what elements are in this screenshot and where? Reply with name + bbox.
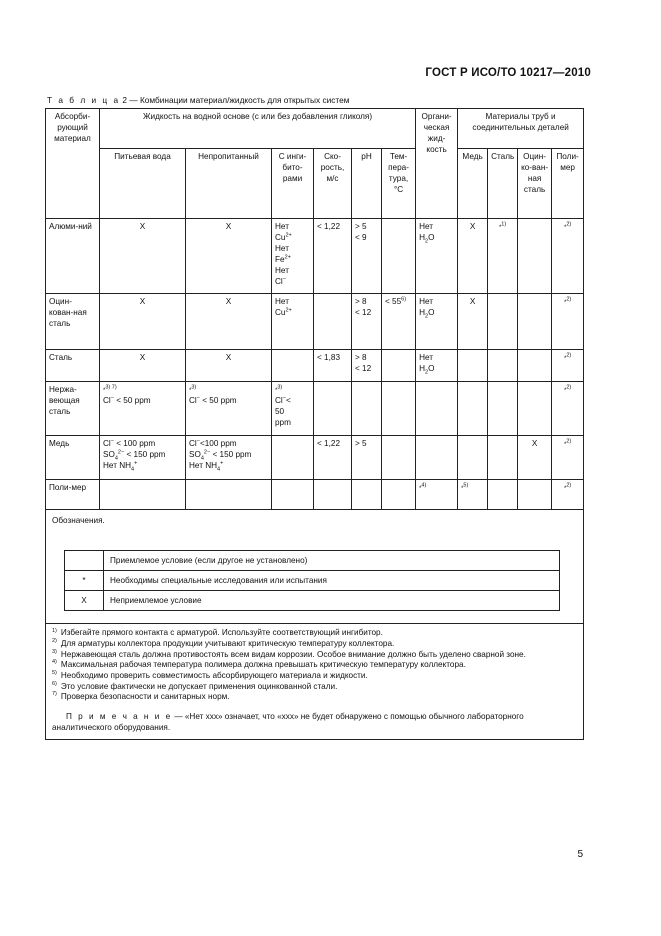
cell-copper (458, 436, 488, 480)
cell-inhibitors: *$^{3)}$ Cl−< 50 ppm (272, 382, 314, 436)
header-speed: Ско-рость, м/с (314, 149, 352, 219)
legend-text: Необходимы специальные исследования или испытания (104, 571, 560, 591)
cell-polymer: *$^{2)}$ (552, 382, 584, 436)
cell-ph: > 5 (352, 436, 382, 480)
header-water-group: Жидкость на водной основе (с или без добавления гликоля) (100, 109, 416, 149)
cell-polymer: *$^{2)}$ (552, 350, 584, 382)
cell-ph: > 8 < 12 (352, 350, 382, 382)
row-material: Оцин-кован-ная сталь (46, 294, 100, 350)
cell-steel (488, 436, 518, 480)
remark-label: П р и м е ч а н и е (66, 711, 173, 721)
cell-inhibitors: Нет $Cu^{2+}$ (272, 294, 314, 350)
cell-steel: *$^{1)}$ (488, 219, 518, 294)
cell-speed (314, 382, 352, 436)
cell-copper: X (458, 219, 488, 294)
table-row (46, 294, 584, 350)
table-row (46, 436, 584, 480)
legend-row (46, 510, 584, 624)
legend-table (64, 550, 560, 611)
row-material: Алюми-ний (46, 219, 100, 294)
table-row (46, 382, 584, 436)
cell-non-drinking: X (186, 219, 272, 294)
cell-ph: > 5 < 9 (352, 219, 382, 294)
cell-non-drinking: X (186, 350, 272, 382)
cell-organic (416, 382, 458, 436)
cell-organic: *$^{4)}$ (416, 480, 458, 510)
cell-galvanized (518, 480, 552, 510)
header-pipes-group: Материалы труб и соединительных деталей (458, 109, 584, 149)
cell-ph (352, 480, 382, 510)
row-material: Медь (46, 436, 100, 480)
footnote: $^{3)}$ Нержавеющая сталь должна противостоять всем видам коррозии. Особое внимание должно быть уделено сварной зоне. (52, 648, 526, 659)
legend-item (65, 551, 560, 571)
header-non-drinking: Непропитанный (186, 149, 272, 219)
legend-text: Приемлемое условие (если другое не установлено) (104, 551, 560, 571)
cell-temperature (382, 382, 416, 436)
remark-text: — «Нет xxx» означает, что «xxx» не будет обнаружено с помощью обычного лабораторного аналитического оборудования. (52, 711, 524, 732)
table-row (46, 219, 584, 294)
cell-galvanized (518, 350, 552, 382)
header-polymer: Поли-мер (552, 149, 584, 219)
footnotes-cell (46, 624, 584, 740)
cell-organic (416, 436, 458, 480)
cell-galvanized: X (518, 436, 552, 480)
legend-title: Обозначения. (52, 516, 105, 525)
cell-speed: < 1,83 (314, 350, 352, 382)
header-galvanized: Оцин-ко-ван-ная сталь (518, 149, 552, 219)
cell-non-drinking (186, 480, 272, 510)
cell-speed: < 1,22 (314, 436, 352, 480)
standard-designation: ГОСТ Р ИСО/ТО 10217—2010 (425, 67, 591, 79)
cell-organic: Нет $H_2O$ (416, 294, 458, 350)
cell-drinking: Cl− < 100 ppm $SO_4^{2-} < 150$ ppm Нет $NH_4^+$ (100, 436, 186, 480)
cell-drinking: *$^{3) 7)}$ Cl− < 50 ppm (100, 382, 186, 436)
legend-symbol: * (65, 571, 104, 591)
cell-speed: < 1,22 (314, 219, 352, 294)
row-material: Поли-мер (46, 480, 100, 510)
table-row (46, 350, 584, 382)
legend-symbol: X (65, 591, 104, 611)
cell-polymer: *$^{2)}$ (552, 480, 584, 510)
table-caption-text: 2 — Комбинации материал/жидкость для открытых систем (122, 95, 350, 105)
footnote: $^{1)}$ Избегайте прямого контакта с арматурой. Используйте соответствующий ингибитор. (52, 627, 383, 638)
header-temperature: Тем-пера-тура, °С (382, 149, 416, 219)
legend-symbol (65, 551, 104, 571)
table-remark (52, 711, 580, 733)
cell-polymer: *$^{2)}$ (552, 219, 584, 294)
header-drinking: Питьевая вода (100, 149, 186, 219)
cell-galvanized (518, 294, 552, 350)
header-inhibitors: С инги-бито-рами (272, 149, 314, 219)
cell-drinking: X (100, 219, 186, 294)
table-caption (47, 95, 349, 105)
cell-non-drinking: *$^{3)}$ Cl− < 50 ppm (186, 382, 272, 436)
cell-organic: Нет $H_2O$ (416, 219, 458, 294)
cell-non-drinking: X (186, 294, 272, 350)
cell-drinking (100, 480, 186, 510)
cell-copper: *$^{5)}$ (458, 480, 488, 510)
cell-copper: X (458, 294, 488, 350)
footnotes-row (46, 624, 584, 740)
footnote: $^{4)}$ Максимальная рабочая температура полимера должна превышать критическую температуру коллектора. (52, 659, 466, 670)
cell-galvanized (518, 382, 552, 436)
cell-steel (488, 382, 518, 436)
cell-steel (488, 350, 518, 382)
header-organic: Органи-ческая жид-кость (416, 109, 458, 219)
cell-inhibitors (272, 436, 314, 480)
cell-drinking: X (100, 350, 186, 382)
header-absorber: Абсорби-рующий материал (46, 109, 100, 219)
header-steel: Сталь (488, 149, 518, 219)
cell-ph: > 8 < 12 (352, 294, 382, 350)
legend-item (65, 591, 560, 611)
cell-inhibitors (272, 350, 314, 382)
cell-inhibitors (272, 480, 314, 510)
page-number: 5 (577, 849, 583, 860)
cell-non-drinking: Cl−<100 ppm $SO_4^{2-} < 150$ ppm Нет $NH_4^+$ (186, 436, 272, 480)
cell-polymer: *$^{2)}$ (552, 294, 584, 350)
cell-temperature (382, 436, 416, 480)
legend-text: Неприемлемое условие (104, 591, 560, 611)
material-fluid-table (45, 108, 584, 740)
table-row (46, 480, 584, 510)
cell-temperature (382, 350, 416, 382)
cell-speed (314, 480, 352, 510)
cell-temperature: < $55^{6)}$ (382, 294, 416, 350)
legend-item (65, 571, 560, 591)
cell-copper (458, 350, 488, 382)
row-material: Нержа-веющая сталь (46, 382, 100, 436)
cell-steel (488, 294, 518, 350)
footnote: $^{2)}$ Для арматуры коллектора продукции учитывают критическую температуру коллектора. (52, 638, 395, 648)
footnote: $^{5)}$ Необходимо проверить совместимость абсорбирующего материала и жидкости. (52, 670, 368, 680)
cell-polymer: *$^{2)}$ (552, 436, 584, 480)
cell-organic: Нет $H_2O$ (416, 350, 458, 382)
cell-steel (488, 480, 518, 510)
cell-drinking: X (100, 294, 186, 350)
cell-temperature (382, 480, 416, 510)
cell-copper (458, 382, 488, 436)
cell-speed (314, 294, 352, 350)
footnote: $^{6)}$ Это условие фактически не допускает применения оцинкованной стали. (52, 680, 338, 691)
header-copper: Медь (458, 149, 488, 219)
cell-galvanized (518, 219, 552, 294)
row-material: Сталь (46, 350, 100, 382)
cell-inhibitors: Нет $Cu^{2+}$ Нет $Fe^{2+}$ Нет Cl− (272, 219, 314, 294)
header-ph: pH (352, 149, 382, 219)
cell-temperature (382, 219, 416, 294)
footnote: $^{7)}$ Проверка безопасности и санитарных норм. (52, 691, 230, 702)
table-caption-label: Т а б л и ц а (47, 95, 121, 105)
legend-cell (46, 510, 584, 624)
cell-ph (352, 382, 382, 436)
